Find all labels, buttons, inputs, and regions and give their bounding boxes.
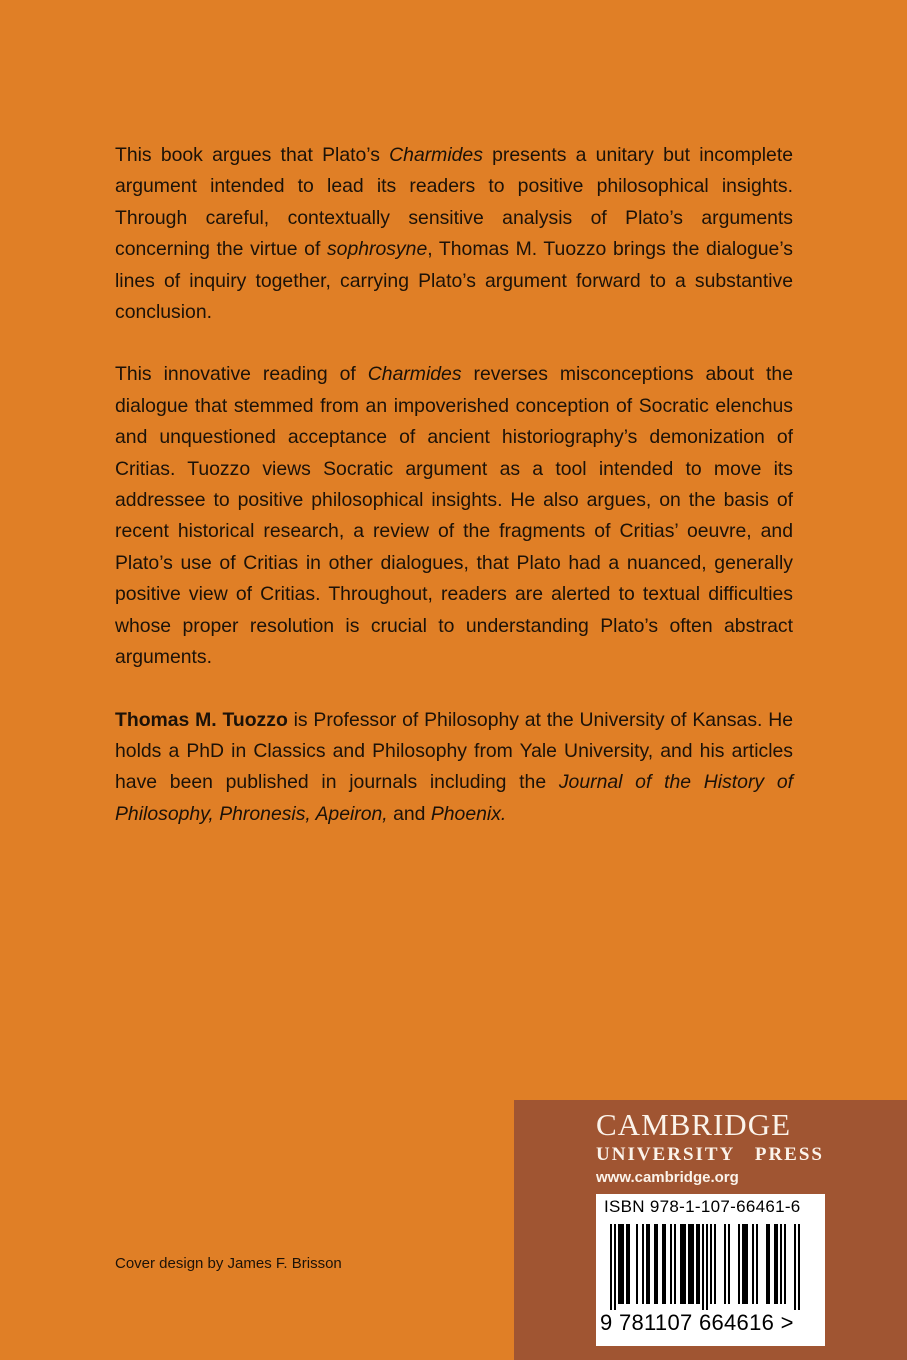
barcode-bar [620, 1224, 622, 1304]
barcode-bar [780, 1224, 782, 1304]
barcode-bar [646, 1224, 648, 1304]
barcode-bar [774, 1224, 776, 1304]
barcode-bar [664, 1224, 666, 1304]
author-bio-text: and [387, 802, 431, 825]
barcode-bar [682, 1224, 684, 1304]
isbn-label: ISBN 978-1-107-66461-6 [604, 1197, 801, 1216]
book-title-italic: Charmides [367, 363, 462, 386]
barcode-bar [670, 1224, 672, 1304]
cover-design-credit: Cover design by James F. Brisson [115, 1255, 342, 1272]
author-bio [115, 705, 793, 831]
blurb-text: , Thomas M. Tuozzo brings the dialogue’s lines of inquiry together, carrying Plato’s argument forward to a substantive conclusion. [115, 238, 793, 324]
barcode-bar [798, 1224, 800, 1310]
barcode-bar [654, 1224, 656, 1304]
barcode-bar [628, 1224, 630, 1304]
blurb-text: This book argues that Plato’s [115, 144, 390, 166]
blurb-paragraph-1 [115, 140, 793, 328]
barcode-bar [752, 1224, 754, 1304]
publisher-name-line1: CAMBRIDGE [596, 1107, 792, 1142]
barcode-bar [680, 1224, 682, 1304]
barcode-bar [642, 1224, 644, 1304]
journal-last: Phoenix. [430, 802, 507, 825]
blurb-text: presents a unitary but incomplete argument intended to lead its readers to positive philosophical insights. Through careful, contextually sensitive analysis of Plato’s arguments concerning the virtue of [115, 144, 793, 261]
barcode-bar [724, 1224, 726, 1304]
publisher-url: www.cambridge.org [596, 1169, 739, 1186]
blurb-text: This innovative reading of [115, 363, 368, 386]
barcode-bar [742, 1224, 744, 1304]
barcode-bar [674, 1224, 676, 1304]
author-bio-text: is Professor of Philosophy at the University of Kansas. He holds a PhD in Classics and Philosophy from Yale University, and his articles have been published in journals including the [115, 708, 793, 794]
barcode [610, 1224, 810, 1310]
author-name: Thomas M. Tuozzo [115, 708, 288, 731]
barcode-box [596, 1194, 825, 1346]
barcode-bar [636, 1224, 638, 1304]
barcode-bar [738, 1224, 740, 1304]
barcode-bar [728, 1224, 730, 1304]
barcode-bar [610, 1224, 612, 1310]
barcode-bar [776, 1224, 778, 1304]
barcode-bar [766, 1224, 768, 1304]
blurb-paragraph-2 [115, 359, 793, 673]
term-italic: sophrosyne [326, 238, 428, 261]
publisher-name-line2: UNIVERSITY PRESS [596, 1144, 824, 1165]
barcode-bar [622, 1224, 624, 1304]
barcode-bar [698, 1224, 700, 1304]
book-title-italic: Charmides [389, 144, 483, 166]
blurb-text: reverses misconceptions about the dialogue that stemmed from an impoverished conception of Socratic elenchus and unquestioned acceptance of ancient historiography’s demonization of Critias. Tuozzo views Socratic argument as a tool intended to move its addressee to positive philosophical insights. He also argues, on the basis of recent historical research, a review of the fragments of Critias’ oeuvre, and Plato’s use of Critias in other dialogues, that Plato had a nuanced, generally positive view of Critias. Throughout, readers are alerted to textual difficulties whose proper resolution is crucial to understanding Plato’s often abstract arguments. [115, 363, 793, 669]
publisher-panel [514, 1100, 907, 1360]
barcode-bar [684, 1224, 686, 1304]
barcode-bar [714, 1224, 716, 1304]
barcode-bar [794, 1224, 796, 1310]
barcode-bar [688, 1224, 690, 1304]
barcode-bar [702, 1224, 704, 1310]
barcode-bar [784, 1224, 786, 1304]
barcode-bar [710, 1224, 712, 1304]
publisher-logo [596, 1106, 824, 1166]
barcode-bar [744, 1224, 746, 1304]
barcode-bar [706, 1224, 708, 1310]
back-cover-blurb [115, 140, 793, 830]
barcode-bar [746, 1224, 748, 1304]
barcode-bar [618, 1224, 620, 1304]
barcode-bar [662, 1224, 664, 1304]
barcode-bar [656, 1224, 658, 1304]
barcode-bar [756, 1224, 758, 1304]
barcode-bar [614, 1224, 616, 1310]
journal-list: Journal of the History of Philosophy, Phronesis, Apeiron, [115, 771, 794, 825]
barcode-bar [692, 1224, 694, 1304]
barcode-bar [626, 1224, 628, 1304]
barcode-bar [648, 1224, 650, 1304]
barcode-bar [768, 1224, 770, 1304]
barcode-bar [690, 1224, 692, 1304]
barcode-digits: 9 781107 664616 > [600, 1310, 794, 1335]
barcode-bar [696, 1224, 698, 1304]
